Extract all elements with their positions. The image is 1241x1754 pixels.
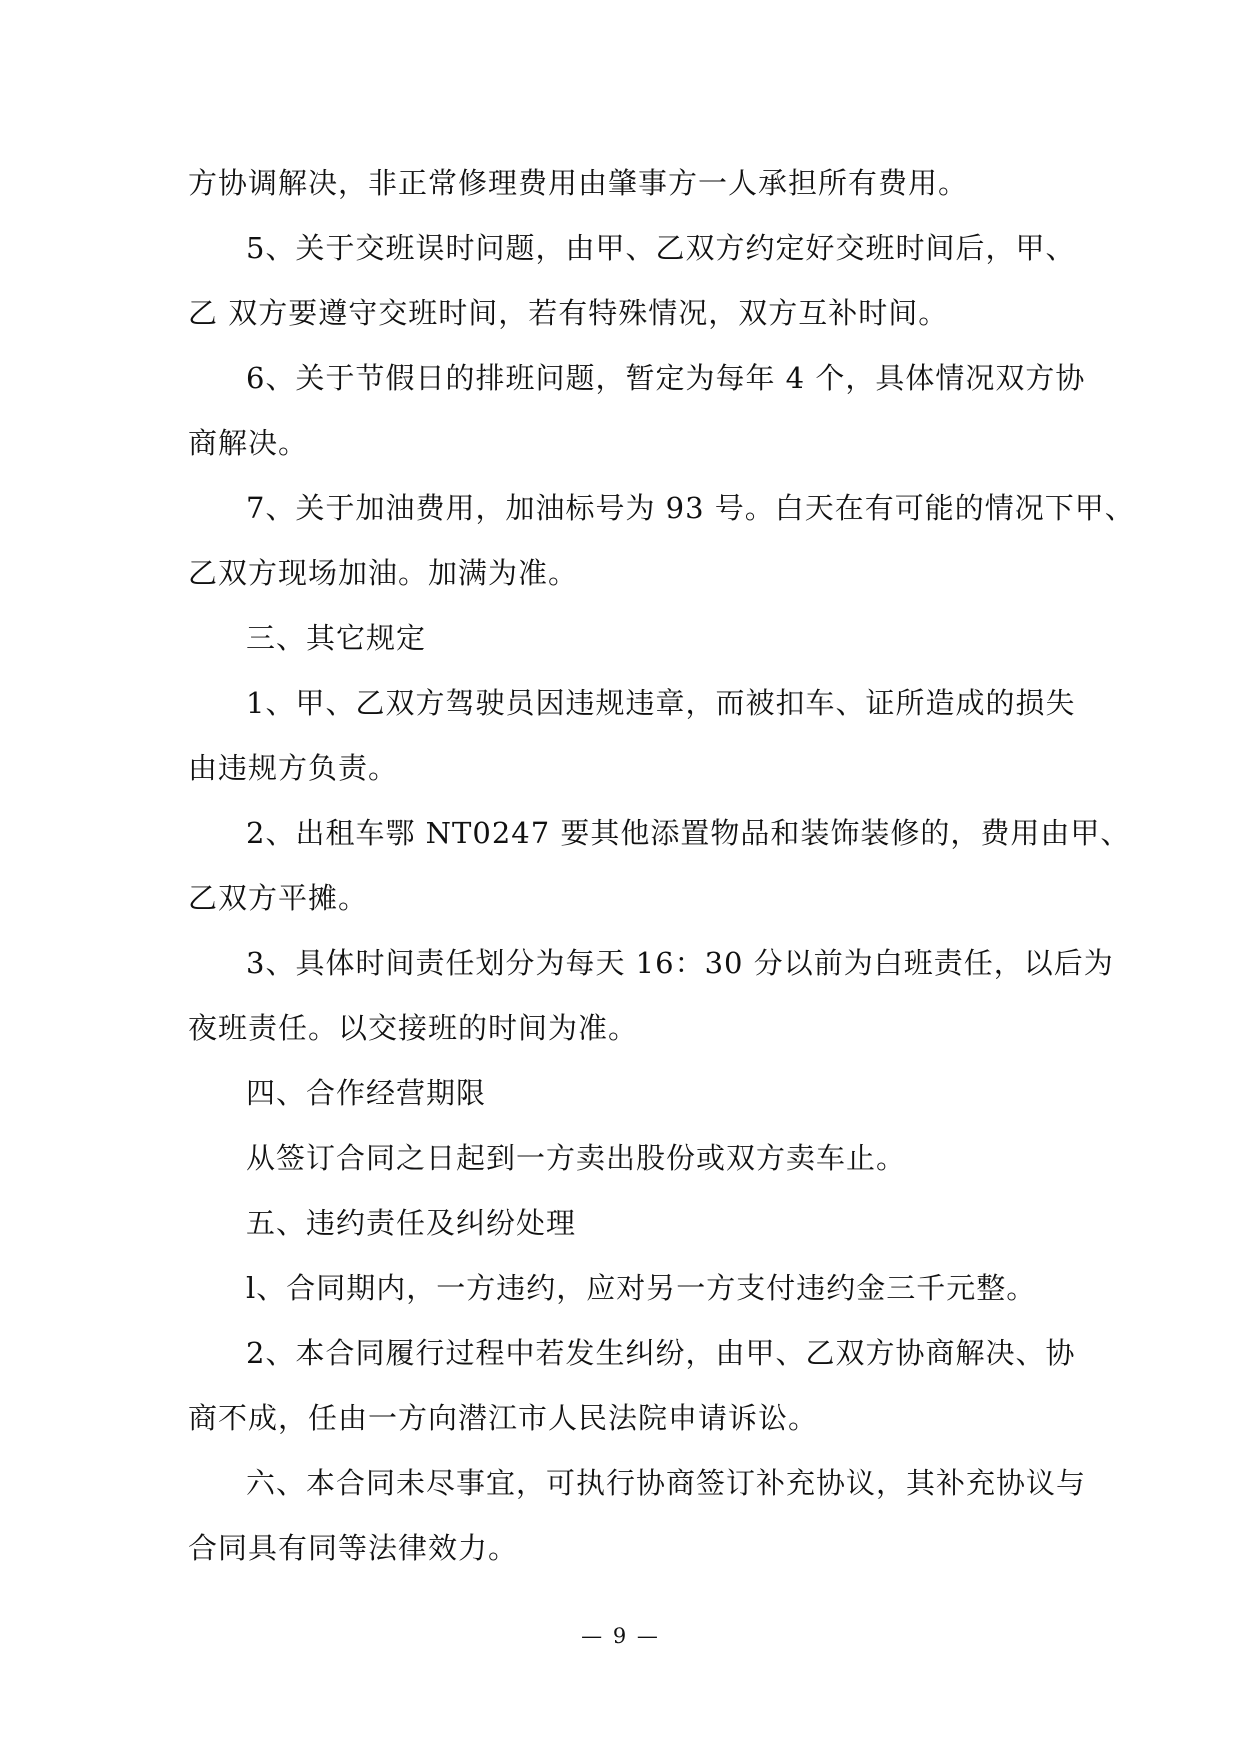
section-heading: 五、违约责任及纠纷处理 <box>246 1206 577 1240</box>
text-line: 2、出租车鄂 NT0247 要其他添置物品和装饰装修的，费用由甲、 <box>246 816 1131 850</box>
text-line: 由违规方负责。 <box>188 751 399 785</box>
text-line: 合同具有同等法律效力。 <box>188 1531 519 1565</box>
section-heading: 四、合作经营期限 <box>246 1076 487 1110</box>
text-line: 方协调解决，非正常修理费用由肇事方一人承担所有费用。 <box>188 166 969 200</box>
text-line: 1、甲、乙双方驾驶员因违规违章，而被扣车、证所造成的损失 <box>246 686 1076 720</box>
text-line: 2、本合同履行过程中若发生纠纷，由甲、乙双方协商解决、协 <box>246 1336 1076 1370</box>
text-line: 商解决。 <box>188 426 309 460</box>
text-line: 六、本合同未尽事宜，可执行协商签订补充协议，其补充协议与 <box>246 1466 1087 1500</box>
text-line: 夜班责任。以交接班的时间为准。 <box>188 1011 639 1045</box>
text-line: 乙双方平摊。 <box>188 881 369 915</box>
text-line: l、合同期内，一方违约，应对另一方支付违约金三千元整。 <box>246 1271 1037 1305</box>
text-line: 商不成，任由一方向潜江市人民法院申请诉讼。 <box>188 1401 819 1435</box>
text-line: 3、具体时间责任划分为每天 16：30 分以前为白班责任，以后为 <box>246 946 1114 980</box>
section-heading: 三、其它规定 <box>246 621 427 655</box>
text-line: 乙 双方要遵守交班时间，若有特殊情况，双方互补时间。 <box>188 296 949 330</box>
text-line: 7、关于加油费用，加油标号为 93 号。白天在有可能的情况下甲、 <box>246 491 1135 525</box>
text-line: 从签订合同之日起到一方卖出股份或双方卖车止。 <box>246 1141 907 1175</box>
text-line: 6、关于节假日的排班问题，暂定为每年 4 个，具体情况双方协 <box>246 361 1086 395</box>
text-line: 5、关于交班误时问题，由甲、乙双方约定好交班时间后，甲、 <box>246 231 1076 265</box>
page-number: — 9 — <box>581 1624 660 1648</box>
text-line: 乙双方现场加油。加满为准。 <box>188 556 579 590</box>
